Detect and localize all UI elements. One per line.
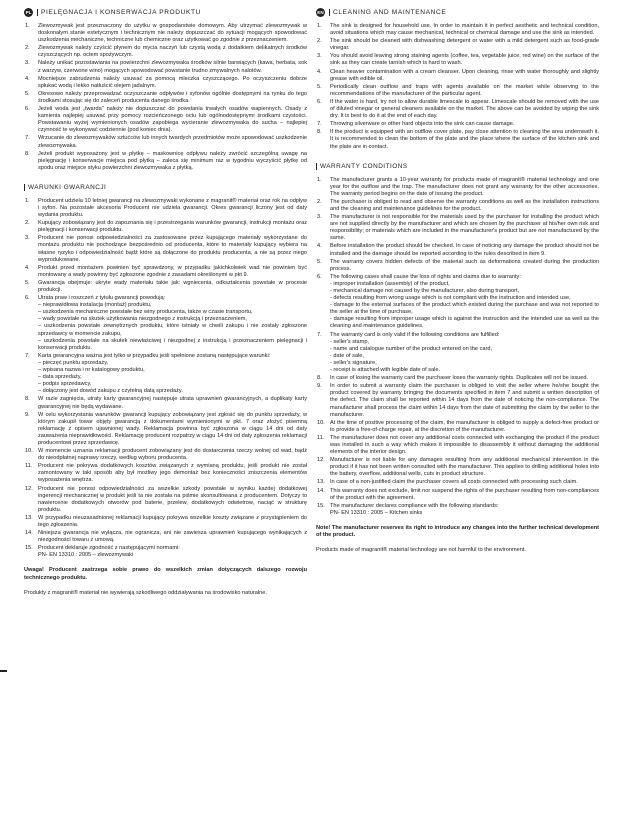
list-item xyxy=(316,199,599,213)
list-item xyxy=(24,265,307,279)
list-item-number: 7. xyxy=(317,121,322,128)
list-item xyxy=(316,38,599,52)
list-item-text: If the water is hard, try not to allow durable limescale to appear. Limescale should be removed with the use of diluted vinegar or general cleaners available on the market. The above can be avoided by wiping the sink dry. It is best to do it at the end of each day. xyxy=(330,98,599,120)
list-item-text: Zlewozmywak należy czyścić płynem do mycia naczyń lub czystą wodą z dodatkiem delikatnych środków czyszczących np. octem spożywczym. xyxy=(38,45,307,59)
list-item-number: 7. xyxy=(25,135,30,142)
list-item-text: The manufacturer grants a 10-year warranty for products made of magranit® material technology and one year for the outflow and the trap. The manufacturer does not grant any warranty for the other accessories. The warranty period begins on the date of issuing the product. xyxy=(330,176,599,197)
pl-care-title: PIELĘGNACJA I KONSERWACJA PRODUKTU xyxy=(41,9,201,16)
list-item xyxy=(24,448,307,462)
list-item xyxy=(316,129,599,150)
list-item-number: 1. xyxy=(317,176,322,183)
list-item-text: Jeżeli woda jest „twarda" należy nie dopuszczać do powstania trwałych osadów wapiennych. Osady z kamienia najlepiej usuwać przy pomocy rozcieńczonego octu lub ogólnodostępnymi środkami czystości. Powstawaniu wyżej wymienionych osadów zapobiega wycieranie zlewozmywaka do sucha – najlepiej czynność te wykonywać codziennie (pod koniec dnia). xyxy=(38,106,307,134)
list-item-number: 2. xyxy=(25,45,30,52)
list-item-number: 9. xyxy=(317,383,322,390)
list-item-text: Produkt przed montażem powinien być sprawdzony, w przypadku jakichkolwiek wad nie powinien być montowany a wady powinny być zgłoszone zgodnie z zasadami określonymi w pkt 9. xyxy=(38,264,307,278)
list-item-text: Producent deklaruje zgodność z następującymi normami: PN- EN 13310 : 2005 – zlewozmywaki xyxy=(38,545,180,559)
list-item xyxy=(316,177,599,198)
list-item-text: Manufacturer is not liable for any damages resulting from any additional mechanical intervention in the product if it has not been written consulted with the manufacturer. This applies to drilling additional holes into the battery, overflow, additional wells, cuts in product structure. xyxy=(330,457,599,478)
list-item-text: The manufacturer declares compliance with the following standards: PN- EN 13310 : 2005 – Kitchen sinks xyxy=(330,502,499,516)
list-item xyxy=(24,23,307,44)
list-item-number: 1. xyxy=(25,23,30,29)
en-warranty-heading xyxy=(316,163,599,171)
list-item-text: W przypadku nieuzasadnionej reklamacji kupujący pokrywa wszelkie koszty związane z przystąpieniem do tego zgłoszenia. xyxy=(38,514,307,528)
list-item-text: Gwarancja obejmuje: ukryte wady materiału takie jak: wgniecenia, odkształcenia powstałe w procesie produkcji. xyxy=(38,279,307,293)
list-item xyxy=(316,488,599,502)
pl-care-list xyxy=(24,23,307,172)
page-edge-mark xyxy=(0,670,7,672)
list-item xyxy=(24,463,307,484)
list-item-number: 12. xyxy=(317,457,325,464)
list-item-text: Producent udziela 10 letniej gwarancji na zlewozmywaki wykonane z magranit® materiał oraz rok na odpływ i syfon. Na pozostałe akcesoria Producent nie udziela gwarancji. Okres gwarancji liczony jest od daty wydania produktu. xyxy=(38,197,307,219)
list-item-number: 14. xyxy=(25,530,33,537)
list-item-number: 5. xyxy=(25,279,30,286)
list-item-text: Należy unikać pozostawiania na powierzchni zlewozmywaka środków silnie barwiących (kawa, herbata, sok z warzyw, czerwone wino) mogących spowodować powstanie trudno zmywalnych nalotów. xyxy=(38,60,307,74)
list-item-number: 5. xyxy=(317,83,322,90)
list-item-number: 4. xyxy=(25,75,30,82)
list-item-text: Niniejsza gwarancja nie wyłącza, nie ogranicza, ani nie zawiesza uprawnień kupującego wynikających z niezgodności towaru z umową. xyxy=(38,530,307,544)
en-care-heading xyxy=(316,8,599,17)
list-item-text: Karta gwarancyjna ważna jest tylko w przypadku jeśli spełnione zostaną następujące warunki: – pieczęć punktu sprzedaży, – wpisana nazwa i nr katalogowy produktu, – data sprzedaży, – podpis sprzedawcy, – dołączony jest dowód zakupu z czytelną datą sprzedaży. xyxy=(38,352,271,395)
list-item-number: 13. xyxy=(25,514,33,521)
list-item xyxy=(316,457,599,478)
list-item xyxy=(24,545,307,559)
list-item xyxy=(24,295,307,352)
list-item xyxy=(316,420,599,434)
list-item xyxy=(24,60,307,74)
list-item-text: If the product is equipped with an outflow cover plate, pay close attention to cleaning the area underneath it. It is recommended to clean the bottom of the plate and the place where the surface of the kitchen sink and the plate are in contact. xyxy=(330,129,599,150)
english-column xyxy=(316,8,599,554)
list-item-text: W celu wykorzystania warunków gwarancji kupujący zobowiązany jest zgłosić się do punktu sprzedaży, w którym zakupił towar objęty gwarancją z dokumentami wymienionymi w pkt. 7 oraz złożyć pisemną reklamację z opisem ujawnionej wady. Reklamacja powinna być zgłoszona w ciągu 14 dni od daty zauważenia nieprawidłowości. Reklamację producent rozpatrzy w ciągu 14 dni od daty zgłoszenia reklamacji producentowi przez sprzedawcę. xyxy=(38,411,307,446)
list-item-text: The purchaser is obliged to read and observe the warranty conditions as well as the installation instructions and the cleaning and maintenance guidelines for the product. xyxy=(330,198,599,212)
list-item-text: You should avoid leaving strong staining agents (coffee, tea, vegetable juice, red wine) on the surface of the sink as they can create tarnish which is hard to wash. xyxy=(330,53,599,67)
list-item-number: 10. xyxy=(25,448,33,455)
list-item-text: This warranty does not exclude, limit nor suspend the rights of the purchaser resulting from non-compliances of the product with the agreement. xyxy=(330,487,599,501)
list-item-number: 3. xyxy=(317,214,322,221)
pl-warranty-list xyxy=(24,198,307,560)
list-item-text: Mocniejsze zabrudzenia należy usuwać za pomocą mleczka czyszczącego. Po oczyszczeniu dobrze spłukać wodą i lekko natłuścić olejem jadalnym. xyxy=(38,75,307,89)
en-warranty-list xyxy=(316,177,599,517)
list-item xyxy=(24,151,307,172)
list-item-text: Wrzucanie do zlewozmywaków sztućców lub innych twardych przedmiotów może spowodować uszkodzenie zlewozmywaka. xyxy=(38,135,307,149)
list-item-text: At the time of positive processing of the claim, the manufacturer is obliged to supply a defect-free product or to provide a free-of-charge repair, at the discretion of the manufacturer. xyxy=(330,419,599,433)
list-item xyxy=(24,412,307,447)
list-item-number: 2. xyxy=(25,220,30,227)
polish-column xyxy=(24,8,307,597)
list-item xyxy=(24,280,307,294)
list-item-number: 10. xyxy=(317,419,325,426)
pl-language-badge: PL xyxy=(25,10,32,15)
list-item xyxy=(316,479,599,486)
list-item-number: 11. xyxy=(25,463,33,470)
pl-note: Produkty z magranit® materiał nie wywierają szkodliwego oddziaływania na środowisko naturalne. xyxy=(24,589,267,596)
list-item xyxy=(316,69,599,83)
list-item-text: Before installation the product should be checked. In case of noticing any damage the product should not be installed and the damage should be reported according to the rules described in item 9. xyxy=(330,243,599,257)
list-item-text: W momencie uznania reklamacji producent zobowiązany jest do dostarczenia rzeczy wolnej od wad, bądź do nieodpłatnej naprawy rzeczy, według wyboru producenta. xyxy=(38,448,307,462)
list-item-number: 3. xyxy=(25,235,30,242)
list-item xyxy=(24,353,307,396)
list-item-text: Zlewozmywak jest przeznaczony do użytku w gospodarstwie domowym. Aby utrzymać zlewozmywak w doskonałym stanie estetycznym i technicznym nie należy dopuszczać do sytuacji mogących spowodować uszkodzenia mechaniczne, techniczne lub chemiczne oraz użytkować go zgodnie z przeznaczeniem. xyxy=(38,23,307,44)
list-item-text: W razie zagnięcia, utraty karty gwarancyjnej następuje utrata uprawnień gwarancyjnych, a duplikaty karty gwarancyjnej nie będą wydawane. xyxy=(38,396,307,410)
list-item-text: In order to submit a warranty claim the purchaser is obliged to visit the seller where he/she bought the product covered by warranty bringing the documents specified in item 7 and submit a written description of the defect. The claim shall be reported within 14 days from the date of noticing the non-compliance. The manufacturer shall process the claim within 14 days from the date of submitting the claim by the seller to the manufacturer. xyxy=(330,383,599,418)
list-item-number: 4. xyxy=(25,264,30,271)
pl-care-heading xyxy=(24,8,307,17)
list-item xyxy=(24,76,307,90)
list-item-number: 15. xyxy=(317,502,325,509)
list-item xyxy=(24,135,307,149)
list-item-text: Periodically clean outflow and traps with agents available on the market while observing to the recommendations of the manufacturer of the particular agent. xyxy=(330,83,599,97)
list-item xyxy=(316,375,599,382)
list-item xyxy=(24,515,307,529)
list-item-number: 7. xyxy=(25,352,30,359)
list-item-number: 5. xyxy=(317,258,322,265)
list-item-number: 1. xyxy=(25,197,30,204)
list-item-number: 8. xyxy=(25,396,30,403)
list-item-text: Okresowo należy przeprowadzać oczyszczanie odpływów i syfonów ogólnie dostępnymi na rynku do tego środkami stosując się do zaleceń producenta danego środka. xyxy=(38,90,307,104)
list-item-text: Jeżeli produkt wyposażony jest w płytkę – maskownicę odpływu należy zwrócić szczególną uwagę na pielęgnację i konserwacje miejsca pod płytką – zaleca się minimum raz w tygodniu wyczyścić płytkę od spodu oraz miejsce styku powierzchni zlewozmywaka z płytką. xyxy=(38,150,307,171)
list-item-number: 8. xyxy=(317,129,322,136)
list-item-number: 4. xyxy=(317,243,322,250)
list-item-number: 2. xyxy=(317,198,322,205)
heading-divider xyxy=(37,9,38,16)
list-item-number: 13. xyxy=(317,479,325,486)
list-item-text: The sink is designed for household use. In order to maintain it in perfect aesthetic and technical condition, avoid situations which may cause mechanical, technical or chemical damage and use the sink as intended. xyxy=(330,23,599,37)
en-language-badge: EN xyxy=(317,10,324,15)
list-item-number: 9. xyxy=(25,411,30,418)
list-item xyxy=(316,383,599,418)
list-item-number: 4. xyxy=(317,68,322,75)
heading-divider xyxy=(329,9,330,16)
list-item-number: 15. xyxy=(25,545,33,552)
list-item-number: 8. xyxy=(317,375,322,382)
list-item-text: In case of losing the warranty card the purchaser loses the warranty rights. Duplicates will not be issued. xyxy=(330,375,589,382)
list-item-text: Producent nie ponosi odpowiedzialności za wszelkie szkody powstałe w wyniku każdej dodatkowej ingerencji mechanicznej w produkt jeśli ta nie została na piśmie skonsultowana z producentem. Dotyczy to nawiercenie dodatkowych otworów pod baterie, przelew, dodatkowych odwietrow, naciąć w strukturę produktu. xyxy=(38,485,307,513)
heading-divider xyxy=(316,163,317,170)
list-item-number: 3. xyxy=(25,60,30,67)
list-item-number: 12. xyxy=(25,485,33,492)
list-item xyxy=(24,486,307,514)
list-item xyxy=(24,530,307,544)
en-care-list xyxy=(316,23,599,151)
list-item-text: Producent nie pokrywa dodatkowych kosztów związanych z wymianą produktu, jeśli produkt nie został zamontowany w taki sposób aby był możliwy jego demontaż bez konieczności zniszczenia elementów wyposażenia wnętrza. xyxy=(38,463,307,484)
list-item xyxy=(24,396,307,410)
list-item xyxy=(316,214,599,242)
list-item-text: Producent nie ponosi odpowiedzialności za zastosowane przez kupującego materiały wykorzystane do montażu produktu nie pochodzące bezpośrednio od producenta, które to materiały kupujący wybiera na własne ryzyko i odpowiedzialność bądź które są dołączone do produktu producenta, a nie są przez niego wyprodukowane. xyxy=(38,235,307,263)
list-item-text: Clean heavier contamination with a cream cleanser. Upon cleaning, rinse with water thoroughly and slightly grease with edible oil. xyxy=(330,68,599,82)
list-item xyxy=(24,235,307,263)
list-item xyxy=(316,503,599,517)
list-item-number: 6. xyxy=(25,106,30,113)
list-item xyxy=(316,259,599,273)
list-item-text: The manufacturer is not responsible for the materials used by the purchaser for installing the product which are not supplied directly by the manufacturer and which are chosen by the purchaser at his/her own risk and responsibility; or materials which are included in the manufacturer's product but are not manufactured by the same. xyxy=(330,214,599,242)
list-item xyxy=(24,91,307,105)
list-item-text: The warranty card is only valid if the following conditions are fulfilled: - seller's stamp, - name and catalogue number of the product entered on the card, - date of sale, - seller's signature, - receipt is attached with legible date of sale. xyxy=(330,331,500,374)
en-care-title: CLEANING AND MAINTENANCE xyxy=(333,9,447,16)
list-item xyxy=(316,53,599,67)
list-item-text: Throwing silverware or other hard objects into the sink can cause damage. xyxy=(330,121,515,128)
list-item-number: 14. xyxy=(317,487,325,494)
list-item xyxy=(316,23,599,37)
list-item xyxy=(24,198,307,219)
list-item-text: The manufacturer does not cover any additional costs connected with exchanging the product if the product was installed in such a way which makes it impossible to disassembly it without damaging the additional elements of the interior design. xyxy=(330,434,599,456)
list-item-text: In case of a non-justified claim the purchaser covers all costs connected with processing such claim. xyxy=(330,479,578,486)
list-item xyxy=(24,45,307,59)
list-item xyxy=(316,435,599,456)
list-item-text: The sink should be cleaned with dishwashing detergent or water with a mild detergent such as food-grade vinegar. xyxy=(330,38,599,52)
list-item xyxy=(316,121,599,128)
list-item xyxy=(316,243,599,257)
list-item xyxy=(316,274,599,331)
en-note: Products made of magranit® material technology are not harmful to the environment. xyxy=(316,547,526,554)
list-item xyxy=(316,332,599,375)
list-item-text: Utrata praw i roszczeń z tytułu gwarancji powodują: – nieprawidłowa instalacja (montaż) produktu, – uszkodzenia mechaniczne powstałe bez winy producenta, także w czasie transportu, – wady powstałe na skutek użytkowania niezgodnego z instrukcją i przeznaczeniem, – uszkodzenia powstałe zewnętrznych produktu, które istniały w chwili zakupu i nie zostały zgłoszone sprzedawcy w momencie zakupu, – uszkodzenia powstałe na skutek niewłaściwej i niezgodnej z instrukcją i przeznaczeniem pielęgnacji i konserwacji produktu. xyxy=(38,295,307,351)
list-item-number: 7. xyxy=(317,331,322,338)
list-item xyxy=(24,106,307,134)
en-warranty-title: WARRANTY CONDITIONS xyxy=(320,162,408,170)
list-item-number: 6. xyxy=(25,295,30,302)
list-item xyxy=(316,99,599,120)
heading-divider xyxy=(24,184,25,191)
list-item-number: 6. xyxy=(317,98,322,105)
list-item-number: 11. xyxy=(317,434,325,441)
list-item-text: The warranty covers hidden defects of the material such as deformations created during the production process. xyxy=(330,258,599,272)
en-note-bold: Note! The manufacturer reserves its right to introduce any changes into the further technical development of the product. xyxy=(316,524,599,538)
list-item xyxy=(316,84,599,98)
list-item-number: 5. xyxy=(25,90,30,97)
list-item-number: 8. xyxy=(25,150,30,157)
list-item-text: Kupujący zobowiązany jest do zapoznania się i przestrzegania warunków gwarancji, instrukcji montażu oraz pielęgnacji i konserwacji produktu. xyxy=(38,220,307,234)
list-item xyxy=(24,220,307,234)
list-item-number: 1. xyxy=(317,23,322,29)
pl-warranty-title: WARUNKI GWARANCJI xyxy=(28,183,107,191)
list-item-number: 6. xyxy=(317,273,322,280)
list-item-number: 2. xyxy=(317,38,322,45)
list-item-text: The following cases shall cause the loss of rights and claims due to warranty: - improper installation (assembly) of the product, - mechanical damage not caused by the manufacturer, also during transport, - defects resulting from wrong usage which is not compliant with the instruction and intended use, - damage to the external surfaces of the product which existed during the purchase and was not reported to the seller at the time of purchase, - damage resulting from improper usage which is against the instruction and the intended use as well as the cleaning and maintenance guidelines. xyxy=(330,273,599,330)
list-item-number: 3. xyxy=(317,53,322,60)
pl-note-bold: Uwaga! Producent zastrzega sobie prawo do wszelkich zmian dotyczących dalszego rozwoju technicznego produktu. xyxy=(24,567,307,581)
pl-warranty-heading xyxy=(24,184,307,192)
